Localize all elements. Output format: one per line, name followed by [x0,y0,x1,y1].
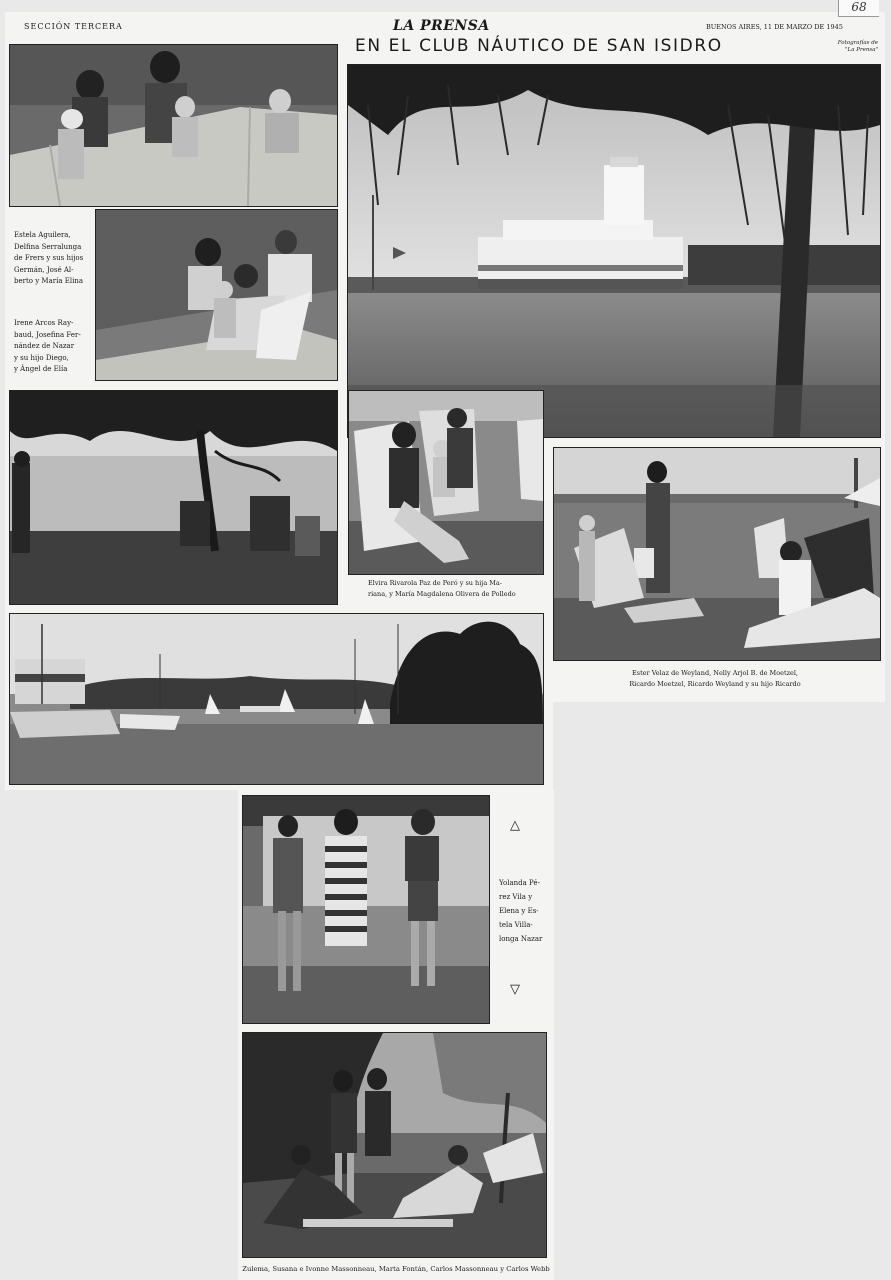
page-title: EN EL CLUB NÁUTICO DE SAN ISIDRO [355,36,723,56]
caption-line: Germán, José Al- [14,265,74,274]
caption-line: riana, y María Magdalena Olivera de Polledo [368,590,516,598]
clubhouse-photo [347,64,881,438]
caption-line: y Ángel de Elía [14,365,68,373]
photo-credit-line1: Fotografías de [837,40,878,46]
caption-line: Ricardo Moetzel, Ricardo Weyland y su hijo Ricardo [629,680,801,688]
three-women-photo [242,795,490,1024]
photo-credit-line2: "La Prensa" [845,47,878,53]
caption-line: rez Vila y [499,893,533,901]
caption-line: Delfina Serralunga [14,242,82,251]
caption-line: berto y María Elina [14,277,83,285]
photo-credit [800,40,878,54]
caption-trio [499,876,549,946]
harbor-boats-photo [9,613,544,785]
group-under-willow-photo [242,1032,547,1258]
caption-line: nández de Nazar [14,342,75,350]
up-arrow-icon: △ [510,818,520,833]
dateline: BUENOS AIRES, 11 DE MARZO DE 1945 [706,23,843,31]
deck-chairs-photo [348,390,544,575]
caption-line: Ester Velaz de Weyland, Nelly Arjol B. de Moetzel, [631,669,798,677]
down-arrow-icon: ▽ [510,982,520,997]
caption-line: Estela Aguilera, [14,231,71,239]
caption-line: longa Nazar [499,935,543,943]
caption-family1 [14,230,94,288]
caption-line: tela Villa- [499,921,533,929]
caption-line: Elvira Rivarola Paz de Peró y su hija Ma- [368,579,502,587]
caption-lawn [565,668,865,690]
caption-line: baud, Josefina Fer- [14,330,81,339]
caption-chairs [368,578,548,600]
section-label: SECCIÓN TERCERA [24,22,123,31]
caption-line: y su hijo Diego, [14,353,69,362]
caption-line: Elena y Es- [499,907,539,915]
caption-line: Yolanda Pé- [499,879,540,887]
caption-family2 [14,318,94,376]
willow-shore-photo [9,390,338,605]
caption-group: Zulema, Susana e Ivonne Massonneau, Marta Fontán, Carlos Massonneau y Carlos Webb [242,1265,550,1273]
lawn-group-photo [553,447,881,661]
page-number: 68 [838,0,879,17]
masthead: LA PRENSA [393,18,490,34]
caption-line: de Frers y sus hijos [14,254,84,262]
mother-children-lawn-photo [95,209,338,381]
family-on-mat-photo [9,44,338,207]
caption-line: Irene Arcos Ray- [14,319,74,327]
